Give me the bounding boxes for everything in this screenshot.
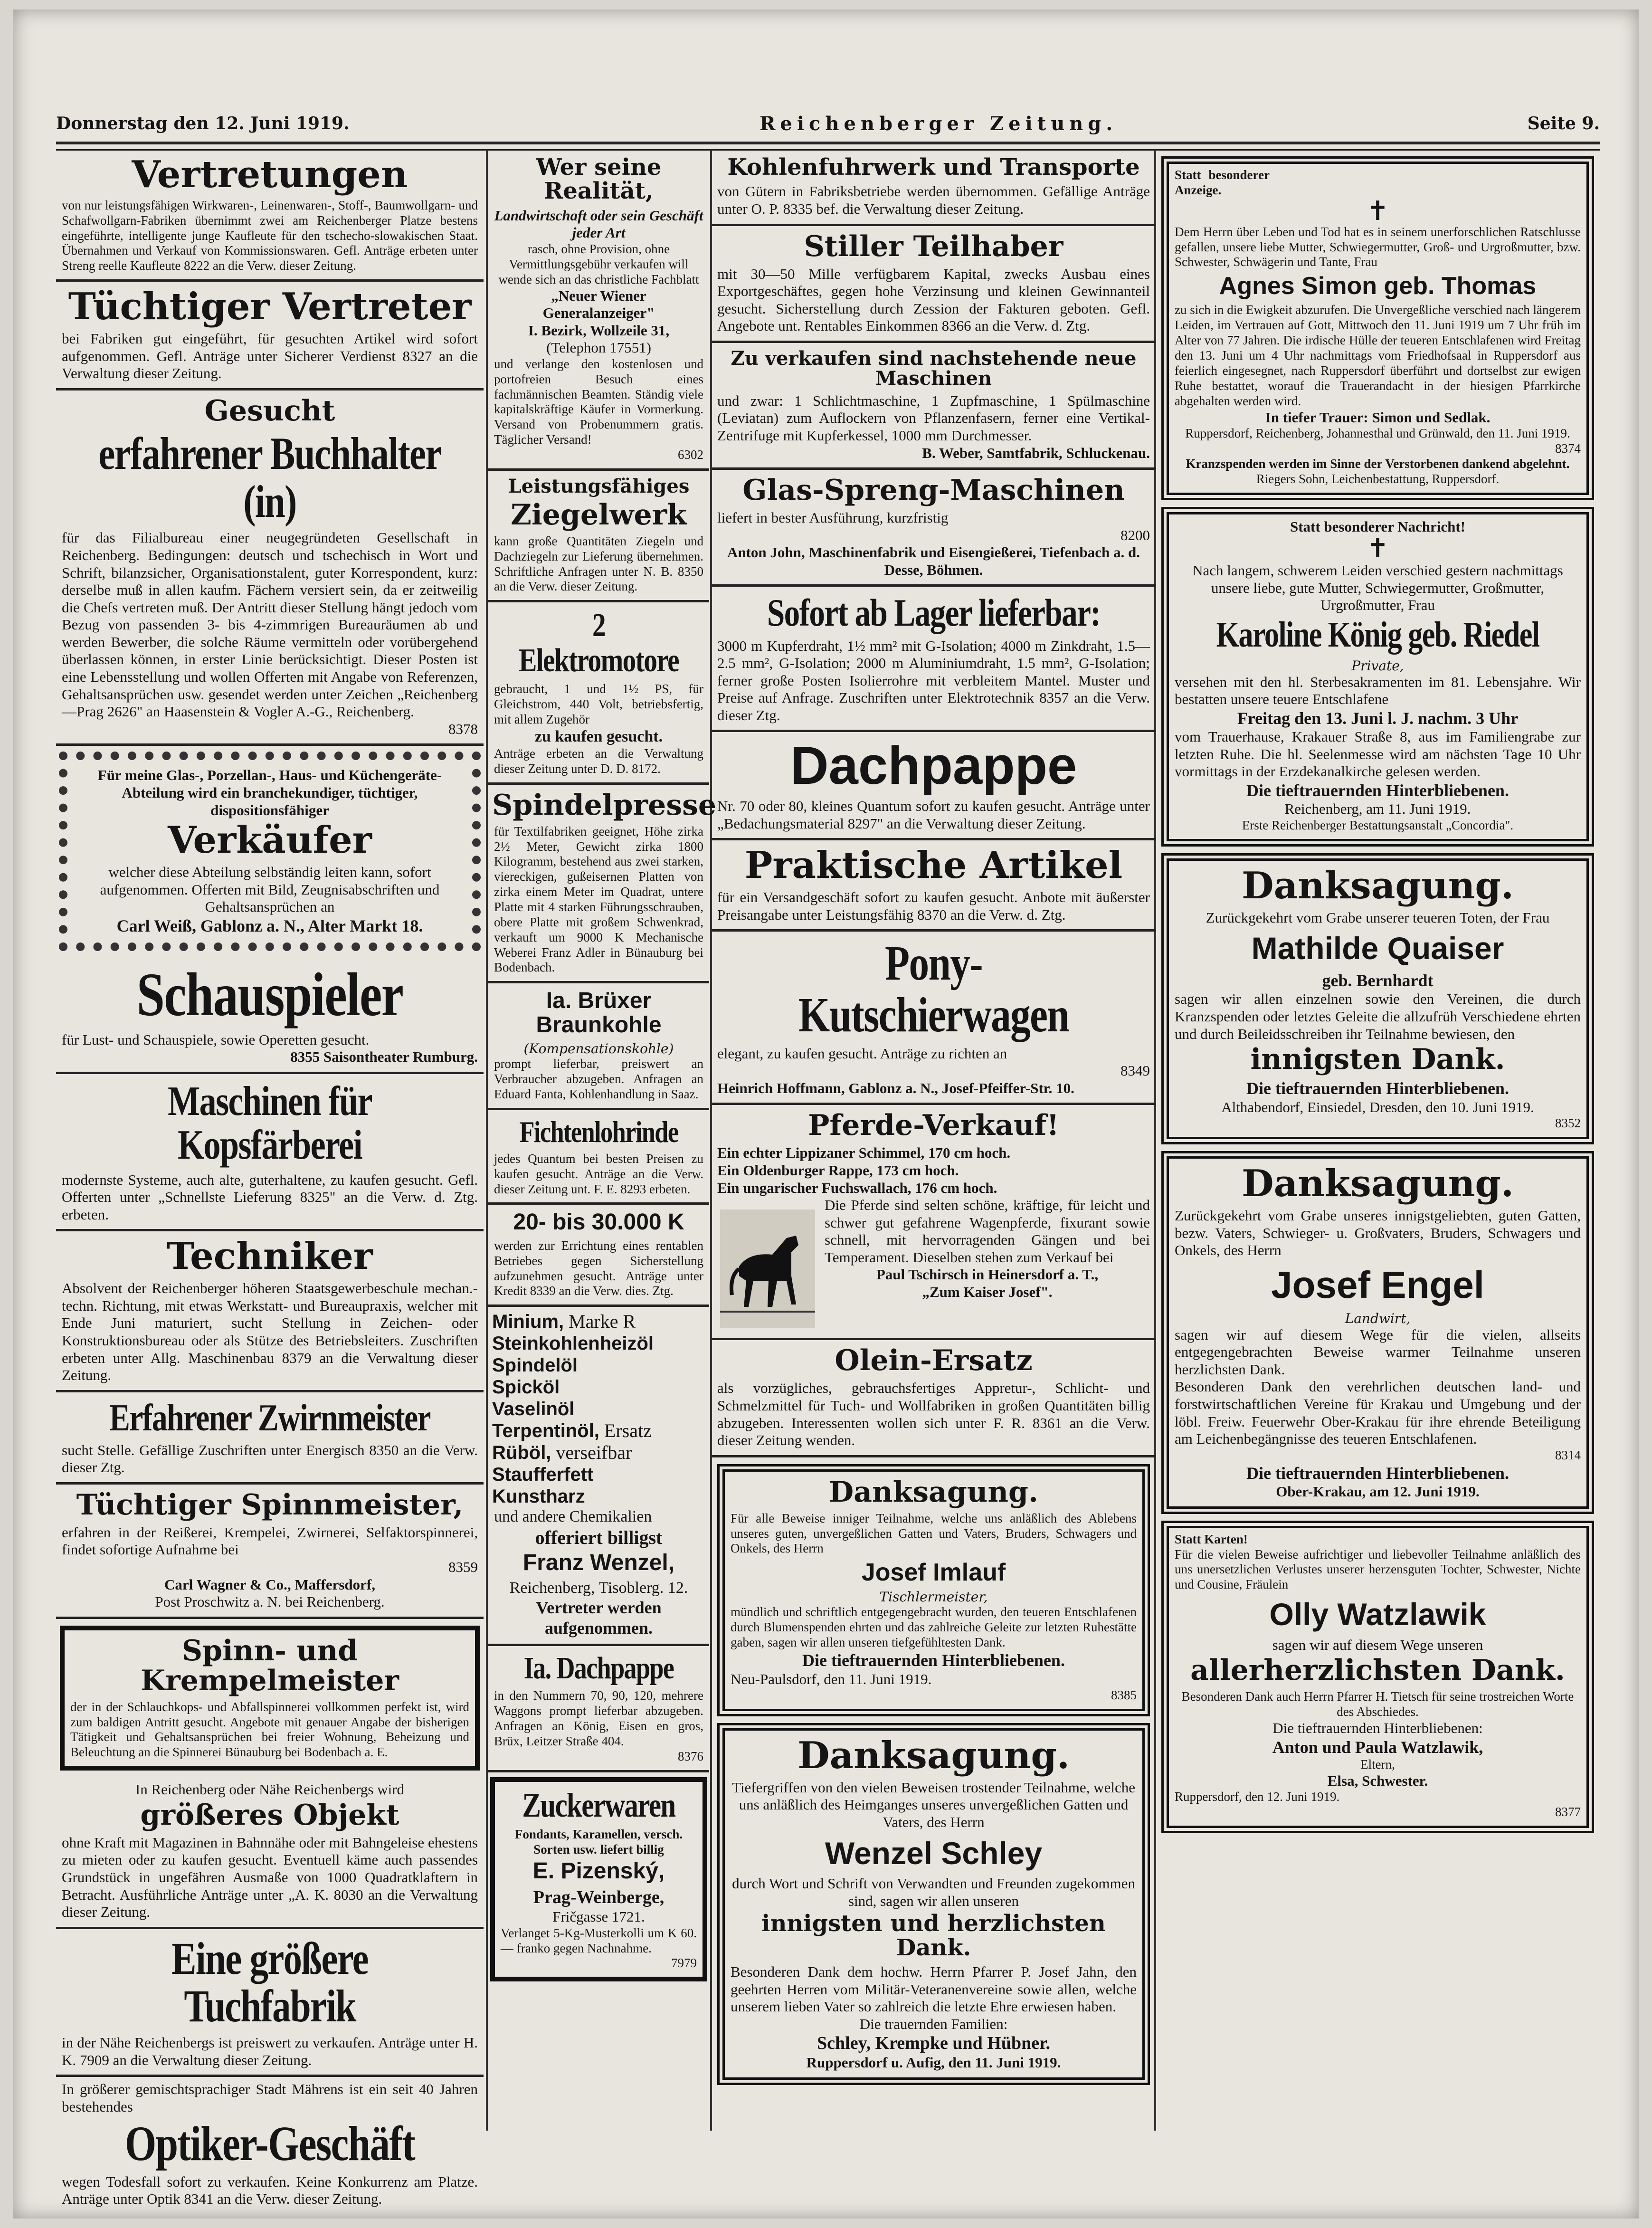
ad-title: Tüchtiger Spinnmeister, [76, 1488, 464, 1522]
ad-text: liefert in bester Ausführung, kurzfristig [717, 509, 949, 526]
ad-neue-maschinen [712, 343, 1156, 470]
notice-title: Danksagung. [829, 1475, 1038, 1509]
ad-kredit [488, 1205, 709, 1307]
horse-line: Ein ungarischer Fuchswallach, 176 cm hoch. [717, 1179, 997, 1196]
ad-title: Vertretungen [132, 153, 408, 196]
notice-engel [1161, 1151, 1594, 1514]
ad-spindelpresse [488, 785, 717, 984]
ad-text: in der Nähe Reichenbergs ist preiswert zu verkaufen. Anträge unter H. K. 7909 an die Verwaltung dieser Zeitung. [62, 2034, 478, 2068]
notice-watzlawik [1161, 1521, 1594, 1834]
ad-text: 3000 m Kupferdraht, 1½ mm² mit G-Isolation; 4000 m Zinkdraht, 1.5—2.5 mm², G-Isolation; 2000 m Aluminiumdraht, 1.5 mm², G-Isolation; ferner große Posten Isolierrohre mit verbleitem Mantel. Muster und Preise auf Anfrage. Zuschriften unter Elektrotechnik 8357 an die Verw. dieser Ztg. [717, 637, 1150, 724]
notice-title: Danksagung. [1241, 1162, 1514, 1206]
notice-text: Tiefergriffen von den vielen Beweisen trostender Teilnahme, welche uns anläßlich des Heimganges unseres unvergeßlichen Gatten und Vaters, des Herrn [732, 1779, 1135, 1830]
notice-text2: sagen wir auf diesem Wege unseren [1272, 1636, 1483, 1653]
notice-mourners: In tiefer Trauer: Simon und Sedlak. [1265, 409, 1491, 426]
ad-text: modernste Systeme, auch alte, guterhaltene, zu kaufen gesucht. Gefl. Offerten unter „Schnellste Lieferung 8325" an die Verw. d. Ztg. erbeten. [62, 1171, 478, 1223]
ad-praktische-artikel [712, 840, 1156, 932]
notice-place: Ruppersdorf u. Aufig, den 11. Juni 1919. [806, 2054, 1061, 2071]
deceased-name: Karoline König geb. Riedel [1216, 614, 1539, 655]
ad-text: Die Pferde sind selten schöne, kräftige, für leicht und schwer gut gefahrene Wagenpferde, fixurant sowie schnell, mit hervorragenden Gängen und bei Temperament. Dieselben stehen zum Verkauf bei [825, 1197, 1150, 1266]
notice-text2: mündlich und schriftlich entgegengebracht wurden, den teueren Entschlafenen durch Blumenspenden ehrten und das zahlreiche Geleite zur letzten Ruhestätte gaben, sagen wir allen unseren tiefgefühltesten Dank. [731, 1605, 1137, 1650]
deceased-occupation: Landwirt, [1345, 1310, 1411, 1326]
notice-text2: sagen wir auf diesem Wege für die vielen, allseits entgegengebrachten Beweise warmer Teilnahme unseren herzlichsten Dank. [1175, 1326, 1581, 1378]
ad-number: 8349 [1120, 1062, 1150, 1079]
ad-address: Reichenberg, Tisoblerg. 12. [509, 1579, 688, 1597]
ad-title: Pony-Kutschierwagen [798, 936, 1069, 1043]
product-item: Spindelöl [492, 1355, 578, 1376]
ad-number: 8378 [448, 720, 478, 737]
ad-text: für ein Versandgeschäft sofort zu kaufen gesucht. Anbote mit äußerster Preisangabe unter Leistungsfähig 8370 an die Verw. d. Ztg. [717, 889, 1150, 923]
notice-thanks: innigsten und herzlichsten Dank. [761, 1910, 1106, 1961]
ad-title: Praktische Artikel [744, 844, 1123, 887]
ad-glas-spreng [712, 470, 1156, 587]
notice-text: Für die vielen Beweise aufrichtiger und liebevoller Teilnahme anläßlich des uns unersetzlichen Verlustes unserer herzensguten Tochter, Schwester, Nichte und Cousine, Fräulein [1175, 1547, 1581, 1592]
notice-label: Statt besonderer Nachricht! [1290, 518, 1466, 535]
ad-inn: „Zum Kaiser Josef". [922, 1284, 1053, 1300]
cross-icon: ✝ [1367, 195, 1389, 227]
notice-text: Für alle Beweise inniger Teilnahme, welche uns anläßlich des Ablebens unseres guten, unvergeßlichen Gatten und Vaters, Bruders, Schwagers und Onkels, des Herrn [731, 1511, 1137, 1556]
ad-text: Verlanget 5-Kg-Musterkolli um K 60.— franko gegen Nachnahme. [501, 1925, 697, 1955]
ad-intro: Für meine Glas-, Porzellan-, Haus- und Küchengeräte-Abteilung wird ein branchekundiger, tüchtiger, dispositionsfähiger [97, 767, 442, 819]
ad-text: elegant, zu kaufen gesucht. Anträge zu richten an [717, 1045, 1007, 1062]
ad-pferde [712, 1105, 1156, 1340]
ad-pre: Gesucht [204, 394, 335, 428]
notice-note: Kranzspenden werden im Sinne der Verstorbenen dankend abgelehnt. [1186, 456, 1570, 471]
notice-title: Danksagung. [797, 1733, 1070, 1777]
ad-number: 8200 [1120, 526, 1150, 543]
notice-thanks: allerherzlichsten Dank. [1190, 1654, 1565, 1687]
ad-firm: Franz Wenzel, [522, 1550, 675, 1575]
ad-zuckerwaren [490, 1777, 707, 1982]
ad-firm: Carl Weiß, Gablonz a. N., Alter Markt 18. [116, 916, 423, 935]
ad-text: für Textilfabriken geeignet, Höhe zirka 2½ Meter, Gewicht zirka 1800 Kilogramm, bestehend aus zwei starken, viereckigen, gußeisernen Platten von zirka einem Meter im Quadrat, untere Platte mit 4 starken Führungsschrauben, obere Platte mit großem Schwenkrad, verkauft um 9000 K Mechanische Weberei Franz Adler in Bünauburg bei Bodenbach. [494, 824, 703, 975]
ad-title: Ziegelwerk [511, 498, 687, 532]
ad-realitaet [488, 150, 709, 471]
ad-text: ohne Kraft mit Magazinen in Bahnnähe oder mit Bahngeleise ehestens zu mieten oder zu kaufen gesucht. Eventuell käme auch passendes Grundstück in ungefähren Ausmaße von 1000 Quadratklaftern in Betracht. Ausführliche Anträge unter „A. K. 8030 an die Verwaltung dieser Zeitung. [62, 1834, 478, 1921]
ad-title: Olein-Ersatz [835, 1344, 1033, 1378]
ad-dachpappe [712, 732, 1156, 840]
ad-maschinen-kopsfaerberei [56, 1074, 484, 1232]
ad-firm: Anton John, Maschinenfabrik und Eisengießerei, Tiefenbach a. d. Desse, Böhmen. [727, 544, 1140, 578]
column-divider [486, 150, 488, 2131]
ad-number: 7979 [671, 1956, 697, 1971]
horse-illustration [720, 1209, 815, 1328]
product-item: Terpentinöl, Ersatz [492, 1420, 652, 1442]
ad-text: rasch, ohne Provision, ohne Vermittlungsgebühr verkaufen will wende sich an das christliche Fachblatt [498, 241, 699, 286]
ad-sub: zu kaufen gesucht. [534, 727, 663, 745]
ad-dachpappe-ia [488, 1646, 709, 1772]
ad-title: Pferde-Verkauf! [808, 1109, 1059, 1143]
notice-place: Ruppersdorf, Reichenberg, Johannesthal und Grünwald, den 11. Juni 1919. [1185, 426, 1570, 441]
ad-title: Techniker [166, 1235, 373, 1278]
ad-tuchfabrik [56, 1929, 484, 2077]
newspaper-title: Reichenberger Zeitung. [760, 112, 1118, 135]
ad-number: 8359 [448, 1559, 478, 1576]
ad-text: jedes Quantum bei besten Preisen zu kaufen gesucht. Anträge an die Verw. dieser Zeitung unt. F. E. 8293 erbeten. [494, 1151, 703, 1196]
notice-family: Die tieftrauernden Hinterbliebenen. [1246, 781, 1509, 800]
notice-text3: Besonderen Dank auch Herrn Pfarrer H. Tietsch für seine trostreichen Worte des Abschiedes. [1181, 1689, 1574, 1719]
ad-firm: Paul Tschirsch in Heinersdorf a. T., [876, 1266, 1099, 1283]
notice-text: Zurückgekehrt vom Grabe unserer teueren Toten, der Frau [1206, 909, 1550, 926]
ad-text2: Anträge erbeten an die Verwaltung dieser Zeitung unter D. D. 8172. [494, 746, 703, 776]
notice-number: 8385 [1111, 1688, 1137, 1703]
ad-sub: (Kompensationskohle) [523, 1041, 674, 1057]
notice-family: Die trauernden Familien: [859, 2015, 1008, 2032]
ad-verkaeufer [59, 752, 481, 951]
ad-title: Eine größere Tuchfabrik [171, 1933, 368, 2032]
notice-family: Die tieftrauernden Hinterbliebenen. [802, 1651, 1065, 1670]
column-4 [1156, 150, 1600, 2135]
notice-thanks: innigsten Dank. [1250, 1043, 1505, 1076]
ad-title: Erfahrener Zwirnmeister [109, 1397, 430, 1439]
notice-number: 8374 [1555, 441, 1581, 456]
ad-title: Verkäufer [168, 819, 372, 862]
ad-text: gebraucht, 1 und 1½ PS, für Gleichstrom, 440 Volt, betriebsfertig, mit allem Zugehör [494, 682, 703, 726]
ad-text: mit 30—50 Mille verfügbarem Kapital, zwecks Ausbau eines Exportgeschäftes, gegen hohe Verzinsung und kleinen Gewinnanteil gesucht. Sicherstellung durch Zession der Fakturen geboten. Gefl. Angebote unt. Rentables Einkommen 8366 an die Verw. d. Ztg. [717, 265, 1150, 334]
ad-text: kann große Quantitäten Ziegeln und Dachziegeln zur Lieferung übernehmen. Schriftliche Anfragen unter N. B. 8350 an die Verw. dieser Zeitung. [494, 533, 703, 594]
product-item: Minium, Marke R [492, 1311, 636, 1333]
notice-simon [1161, 156, 1594, 500]
ad-address: Post Proschwitz a. N. bei Reichenberg. [155, 1593, 385, 1610]
ad-pony [712, 932, 1156, 1105]
ad-text: von Gütern in Fabriksbetriebe werden übernommen. Gefällige Anträge unter O. P. 8335 bef. die Verwaltung dieser Zeitung. [717, 183, 1150, 217]
ad-text: werden zur Errichtung eines rentablen Betriebes gegen Sicherstellung aufzunehmen gesucht. Anträge unter Kredit 8339 an die Verw. dies. Ztg. [494, 1238, 703, 1298]
notice-number: 8314 [1555, 1447, 1581, 1462]
notice-text3: Besonderen Dank den verehrlichen deutschen land- und forstwirtschaftlichen Vereine für Krakau und Umgebung und der löbl. Freiw. Feuerwehr Ober-Krakau für ihre ehrende Beteiligung am Leichenbegängnisse des teueren Entschlafenen. [1175, 1378, 1581, 1447]
deceased-name: Josef Imlauf [861, 1559, 1006, 1587]
ad-elektromotore [488, 602, 709, 784]
notice-number: 8352 [1555, 1116, 1581, 1131]
ad-zwirnmeister [56, 1392, 484, 1485]
ad-title: Dachpappe [790, 736, 1077, 796]
ad-text: und andere Chemikalien [494, 1508, 652, 1526]
ad-text: von nur leistungsfähigen Wirkwaren-, Leinenwaren-, Stoff-, Baumwollgarn- und Schafwollgarn-Fabriken übernimmt zwei am Reichenberger Platze bestens eingeführte, intelligente junge Kaufleute für den tschecho-slowakischen Staat. Übernahmen und Verkauf von Kommissionswaren. Gefl. Anträge erbeten unter Streng reelle Kaufleute 8222 an die Verw. dieser Zeitung. [62, 198, 478, 273]
ad-title: Spindelpresse [492, 788, 717, 822]
ad-address: Heinrich Hoffmann, Gablonz a. N., Josef-Pfeiffer-Str. 10. [717, 1079, 1074, 1096]
ad-title: 2 Elektromotore [519, 607, 679, 679]
ad-buchhalter [56, 390, 484, 746]
ad-mineraloel [488, 1307, 709, 1646]
ad-text: bei Fabriken gut eingeführt, für gesuchten Artikel wird sofort aufgenommen. Gefl. Anträge unter Sicherer Verdienst 8327 an die Verwaltung dieser Zeitung. [62, 330, 478, 382]
product-item: Kunstharz [492, 1486, 585, 1507]
ad-text2: und verlange den kostenlosen und portofreien Besuch eines fachmännischen Beamten. Ständig viele kapitalskräftige Käufer in Vormerkung. Versand von Probenummern gratis. Täglicher Versand! [494, 356, 703, 447]
ad-text: prompt lieferbar, preiswert an Verbraucher abzugeben. Anfragen an Eduard Fanta, Kohlenhandlung in Saaz. [494, 1057, 703, 1101]
ad-text: Nr. 70 oder 80, kleines Quantum sofort zu kaufen gesucht. Anträge unter „Bedachungsmaterial 8297" an die Verwaltung dieser Zeitung. [717, 798, 1150, 832]
ad-text: für das Filialbureau einer neugegründeten Gesellschaft in Reichenberg. Bedingungen: deutsch und tschechisch in Wort und Schrift, bilanzsicher, Organisationstalent, guter Korrespondent, kurz: derselbe muß in allen kaufm. Fächern versiert sein, da er zeitweilig die Chefs vertreten muß. Der Antritt dieser Stellung hängt jedoch vom Bezug von passenden 3- bis 4-zimmrigen Bureauräumen ab und werden Bewerber, die solche Räume vermitteln oder vorübergehend überlassen können, in erster Linie berücksichtigt. Dieser Posten ist eine Lebensstellung und wollen Offerten mit Angabe von Referenzen, Gehaltsansprüchen usw. gesendet werden unter Zeichen „Reichenberg—Prag 2626" an Haasenstein & Vogler A.-G., Reichenberg. [62, 529, 478, 720]
ad-title: Sofort ab Lager lieferbar: [767, 591, 1101, 635]
ad-braunkohle [488, 983, 709, 1110]
ad-title: Zu verkaufen sind nachstehende neue Maschinen [731, 347, 1137, 390]
notice-place: Althabendorf, Einsiedel, Dresden, den 10. Juni 1919. [1221, 1098, 1534, 1115]
ad-text: welcher diese Abteilung selbständig leiten kann, sofort aufgenommen. Offerten mit Bild, Zeugnisabschriften und Gehaltsansprüchen an [100, 863, 440, 915]
deceased-name: Olly Watzlawik [1269, 1597, 1486, 1632]
ad-title: Glas-Spreng-Maschinen [742, 474, 1125, 507]
deceased-name: Wenzel Schley [825, 1835, 1043, 1871]
issue-date: Donnerstag den 12. Juni 1919. [56, 114, 350, 133]
page-number: Seite 9. [1527, 114, 1600, 133]
ad-text: in den Nummern 70, 90, 120, mehrere Waggons prompt lieferbar abzugeben. Anfragen an König, Eisen en gros, Brüx, Leitzer Straße 404. [494, 1688, 703, 1748]
notice-place: Neu-Paulsdorf, den 11. Juni 1919. [731, 1670, 932, 1687]
ad-title: größeres Objekt [140, 1798, 399, 1832]
ad-title: Tüchtiger Vertreter [68, 285, 472, 329]
product-item: Spicköl [492, 1377, 560, 1398]
ad-optiker [56, 2077, 484, 2214]
ad-firm: B. Weber, Samtfabrik, Schluckenau. [922, 444, 1150, 461]
ad-ziegelwerk [488, 471, 709, 602]
notice-dank-schley [717, 1723, 1150, 2085]
ad-subtitle: Landwirtschaft oder sein Geschäft jeder Art [494, 207, 703, 241]
deceased-name: Josef Engel [1271, 1263, 1485, 1306]
ad-lager [712, 587, 1156, 732]
ad-vertretungen [56, 150, 484, 282]
ad-title: erfahrener Buchhalter (in) [98, 428, 441, 527]
notice-funeral-date: Freitag den 13. Juni l. J. nachm. 3 Uhr [1237, 708, 1519, 728]
ad-address: I. Bezirk, Wollzeile 31, [528, 322, 670, 339]
ad-title: Kohlenfuhrwerk und Transporte [727, 154, 1140, 181]
ad-title: Spinn- und Krempelmeister [140, 1634, 399, 1697]
ad-teilhaber [712, 226, 1156, 343]
ad-text: der in der Schlauchkops- und Abfallspinnerei vollkommen perfekt ist, wird zum baldigen Antritt gesucht. Angebote mit genauer Angabe der bisherigen Tätigkeit und Gehaltsansprüchen bei freier Wohnung, Beheizung und Beleuchtung an die Spinnerei Bünauburg bei Bodenbach a. E. [70, 1699, 469, 1760]
notice-number: 8377 [1555, 1805, 1581, 1819]
ad-techniker [56, 1231, 484, 1392]
notice-place: Reichenberg, am 11. Juni 1919. [1284, 800, 1471, 818]
ad-title: 20- bis 30.000 K [513, 1209, 684, 1235]
ad-signature: 8355 Saisontheater Rumburg. [290, 1048, 478, 1066]
ad-firm: Carl Wagner & Co., Maffersdorf, [164, 1576, 375, 1593]
column-3 [712, 150, 1156, 2135]
ad-schauspieler [56, 957, 484, 1074]
ad-foot: Vertreter werden aufgenommen. [536, 1598, 662, 1638]
product-item: Steinkohlenheizöl [492, 1333, 654, 1354]
ad-fichtenlohrinde [488, 1110, 709, 1205]
newspaper-page [13, 10, 1639, 2218]
ad-title: Wer seine Realität, [536, 154, 662, 205]
ad-intro: In Reichenberg oder Nähe Reichenbergs wird [135, 1781, 405, 1798]
notice-label: Statt besonderer Anzeige. [1175, 168, 1270, 197]
deceased-occupation: Private, [1351, 657, 1404, 674]
notice-text2: sagen wir allen einzelnen sowie den Vereinen, die durch Kranzspenden oder letztes Geleite die allzufrüh Verschiedene ehrten und durch Beileidsschreiben ihr Teilnahme bewiesen, den [1175, 990, 1581, 1042]
notice-undertaker: Erste Reichenberger Bestattungsanstalt „Concordia". [1242, 818, 1514, 833]
notice-quaiser [1161, 853, 1594, 1144]
notice-label: Statt Karten! [1175, 1532, 1248, 1546]
notice-role: Eltern, [1360, 1757, 1395, 1772]
ad-text: sucht Stelle. Gefällige Zuschriften unter Energisch 8350 an die Verw. dieser Ztg. [62, 1441, 478, 1476]
product-item: Vaselinöl [492, 1399, 575, 1420]
notice-family: Die tieftrauernden Hinterbliebenen. [1246, 1079, 1509, 1098]
ad-intro: In größerer gemischtsprachiger Stadt Mährens ist ein seit 40 Jahren bestehendes [62, 2081, 478, 2115]
notice-text: Dem Herrn über Leben und Tod hat es in seinem unerforschlichen Ratschlusse gefallen, unsere liebe Mutter, Schwiegermutter, Groß- und Urgroßmutter, bzw. Schwester, Schwägerin und Tante, Frau [1175, 224, 1581, 269]
ad-vertreter [56, 282, 484, 390]
deceased-maiden-name: geb. Bernhardt [1322, 971, 1434, 990]
page-header [56, 107, 1600, 140]
ad-address: Fričgasse 1721. [552, 1908, 645, 1925]
notice-place: Ruppersdorf, den 12. Juni 1919. [1175, 1790, 1340, 1804]
ad-city: Prag-Weinberge, [533, 1887, 665, 1908]
column-2 [488, 150, 717, 2135]
ad-telephone: (Telephon 17551) [546, 339, 651, 356]
notice-text2: versehen mit den hl. Sterbesakramenten im 81. Lebensjahre. Wir bestatten unsere teuere Entschlafene [1175, 673, 1581, 708]
ad-olein [712, 1340, 1156, 1457]
ad-sub: Fondants, Karamellen, versch. Sorten usw. liefert billig [514, 1827, 683, 1857]
notice-dank-imlauf [717, 1464, 1150, 1716]
notice-family: Die tieftrauernden Hinterbliebenen: [1272, 1719, 1483, 1736]
ad-title: Ia. Dachpappe [523, 1650, 674, 1685]
column-1 [56, 150, 484, 2208]
ad-pre: Leistungsfähiges [508, 475, 690, 497]
notice-place: Ober-Krakau, am 12. Juni 1919. [1276, 1483, 1480, 1500]
ad-title: Zuckerwaren [522, 1786, 675, 1824]
ad-title: Stiller Teilhaber [804, 229, 1063, 263]
ad-spinnmeister [56, 1485, 484, 1619]
deceased-occupation: Tischlermeister, [879, 1589, 988, 1605]
deceased-name: Mathilde Quaiser [1251, 931, 1504, 966]
ad-krempelmeister [60, 1626, 480, 1771]
horse-line: Ein Oldenburger Rappe, 173 cm hoch. [717, 1162, 959, 1179]
product-item: Staufferfett [492, 1464, 594, 1485]
ad-text: wegen Todesfall sofort zu verkaufen. Keine Konkurrenz am Platze. Anträge unter Optik 8341 an die Verw. dieser Zeitung. [62, 2173, 478, 2208]
ad-title: Fichtenlohrinde [519, 1114, 678, 1149]
notice-text2: zu sich in die Ewigkeit abzurufen. Die Unvergeßliche verschied nach längerem Leiden, im Vertrauen auf Gott, Mittwoch den 11. Juni 1919 um 7 Uhr früh im Alter von 77 Jahren. Die irdische Hülle der teueren Entschlafenen wird Freitag den 13. Juni um 4 Uhr nachmittags vom Friedhofsaal in Ruppersdorf aus feierlich eingesegnet, nach Ruppersdorf überführt und dortselbst zur ewigen Ruhe bestattet, worauf die Trauerandacht in der hiesigen Pfarrkirche abgehalten werden wird. [1175, 303, 1581, 408]
ad-text: und zwar: 1 Schlichtmaschine, 1 Zupfmaschine, 1 Spülmaschine (Leviatan) zum Auflockern von Pflanzenfasern, ferner eine Vertikal-Zentrifuge mit Kupferkessel, 1000 mm Durchmesser. [717, 392, 1150, 444]
notice-text2: durch Wort und Schrift von Verwandten und Freunden zugekommen sind, sagen wir allen unseren [732, 1875, 1135, 1909]
notice-text: Zurückgekehrt vom Grabe unseres innigstgeliebten, guten Gatten, bezw. Vaters, Schwieger- u. Großvaters, Bruders, Schwagers und Onkels, des Herrn [1175, 1207, 1581, 1259]
notice-koenig [1161, 507, 1594, 847]
ad-number: 8376 [678, 1749, 703, 1763]
ad-number: 6302 [678, 447, 703, 462]
deceased-name: Agnes Simon geb. Thomas [1219, 272, 1537, 300]
notice-title: Danksagung. [1241, 864, 1514, 907]
notice-family: Die tieftrauernden Hinterbliebenen. [1246, 1463, 1509, 1483]
ad-title: Maschinen für Kopsfärberei [168, 1078, 372, 1169]
product-item: Rüböl, verseifbar [492, 1442, 632, 1464]
notice-text: Nach langem, schwerem Leiden verschied gestern nachmittags unsere liebe, gute Mutter, Schwiegermutter, Großmutter, Urgroßmutter, Frau [1192, 562, 1563, 614]
cross-icon: ✝ [1367, 533, 1389, 564]
ad-objekt [56, 1777, 484, 1929]
ad-text: für Lust- und Schauspiele, sowie Operetten gesucht. [62, 1031, 370, 1048]
ad-offer: offeriert billigst [535, 1527, 663, 1549]
notice-undertaker: Riegers Sohn, Leichenbestattung, Ruppersdorf. [1256, 471, 1500, 486]
notice-names: Schley, Krempke und Hübner. [817, 2033, 1050, 2054]
horse-line: Ein echter Lippizaner Schimmel, 170 cm hoch. [717, 1144, 1011, 1162]
notice-text3: Besonderen Dank dem hochw. Herrn Pfarrer P. Josef Jahn, den geehrten Herren vom Militär-Veteranenvereine sowie allen, welche unserem lieben Vater so zahlreich die letzte Ehre erwiesen haben. [731, 1963, 1137, 2015]
ad-firm: E. Pizenský, [532, 1858, 665, 1884]
notice-names: Anton und Paula Watzlawik, [1272, 1737, 1483, 1757]
notice-text3: vom Trauerhause, Krakauer Straße 8, aus im Familiengrabe zur letzten Ruhe. Die hl. Seelenmesse wird am nächsten Tage 10 Uhr vormittags in der Erzdekanalkirche gelesen werden. [1175, 728, 1581, 780]
notice-sister: Elsa, Schwester. [1327, 1772, 1428, 1789]
ad-text: Absolvent der Reichenberger höheren Staatsgewerbeschule mechan.-techn. Richtung, mit etwas Werkstatt- und Bureaupraxis, welcher mit Ende Juni maturiert, sucht Stellung in Zeichen- oder Konstruktionsbureau oder als Stütze des Betriebsleiters. Zuschriften erbeten unter Allg. Maschinenbau 8379 an die Verwaltung dieser Zeitung. [62, 1280, 478, 1384]
ad-kohlenfuhrwerk [712, 150, 1156, 226]
ad-text: erfahren in der Reißerei, Krempelei, Zwirnerei, Selfaktorspinnerei, findet sofortige Aufnahme bei [62, 1523, 478, 1558]
ad-text: als vorzügliches, gebrauchsfertiges Appretur-, Schlicht- und Schmelzmittel für Tuch- und Wollfabriken in großen Quantitäten billig abzugeben. Interessenten wollen sich unter F. R. 8361 an die Verw. dieser Zeitung wenden. [717, 1380, 1150, 1449]
ad-title: Schauspieler [136, 961, 403, 1029]
ad-title: Ia. Brüxer Braunkohle [536, 988, 662, 1038]
ad-title: Optiker-Geschäft [124, 2116, 415, 2171]
ad-paper: „Neuer Wiener Generalanzeiger" [542, 287, 655, 322]
